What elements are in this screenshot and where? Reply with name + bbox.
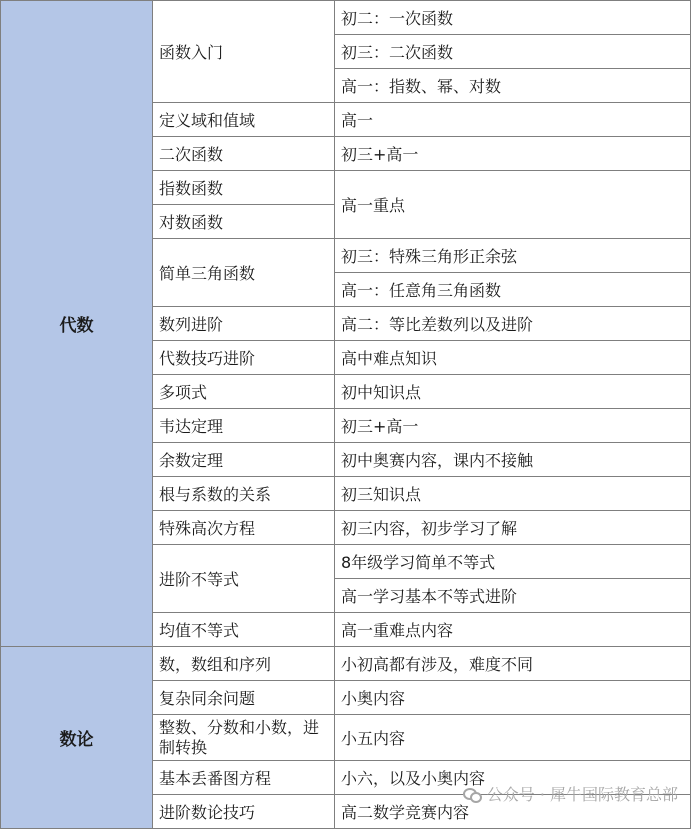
topic-cell: 特殊高次方程 bbox=[153, 511, 335, 545]
note-cell: 初三：二次函数 bbox=[335, 35, 691, 69]
note-cell: 高二：等比差数列以及进阶 bbox=[335, 307, 691, 341]
note-cell: 初三知识点 bbox=[335, 477, 691, 511]
topic-cell: 均值不等式 bbox=[153, 613, 335, 647]
note-cell: 高二数学竞赛内容 bbox=[335, 795, 691, 829]
topic-cell: 进阶数论技巧 bbox=[153, 795, 335, 829]
note-cell: 高一重难点内容 bbox=[335, 613, 691, 647]
note-cell: 初三：特殊三角形正余弦 bbox=[335, 239, 691, 273]
note-cell: 初三+高一 bbox=[335, 137, 691, 171]
note-cell: 8年级学习简单不等式 bbox=[335, 545, 691, 579]
topic-cell: 数，数组和序列 bbox=[153, 647, 335, 681]
note-cell: 小初高都有涉及，难度不同 bbox=[335, 647, 691, 681]
topic-cell: 二次函数 bbox=[153, 137, 335, 171]
note-cell: 初二：一次函数 bbox=[335, 1, 691, 35]
category-algebra: 代数 bbox=[1, 1, 153, 647]
category-number-theory: 数论 bbox=[1, 647, 153, 829]
note-cell: 高一学习基本不等式进阶 bbox=[335, 579, 691, 613]
topic-cell: 指数函数 bbox=[153, 171, 335, 205]
note-cell: 小奥内容 bbox=[335, 681, 691, 715]
topic-cell: 简单三角函数 bbox=[153, 239, 335, 307]
watermark bbox=[463, 782, 678, 805]
note-cell: 初三+高一 bbox=[335, 409, 691, 443]
topic-cell: 定义域和值域 bbox=[153, 103, 335, 137]
watermark-text: 公众号 · 犀牛国际教育总部 bbox=[486, 785, 678, 804]
note-cell: 高中难点知识 bbox=[335, 341, 691, 375]
topic-cell: 进阶不等式 bbox=[153, 545, 335, 613]
topic-cell: 基本丢番图方程 bbox=[153, 761, 335, 795]
topic-cell: 复杂同余问题 bbox=[153, 681, 335, 715]
note-cell: 小五内容 bbox=[335, 715, 691, 761]
note-cell: 初中奥赛内容，课内不接触 bbox=[335, 443, 691, 477]
note-cell: 小六，以及小奥内容 bbox=[335, 761, 691, 795]
topic-cell: 函数入门 bbox=[153, 1, 335, 103]
topic-cell: 整数、分数和小数，进制转换 bbox=[153, 715, 335, 761]
note-cell: 初中知识点 bbox=[335, 375, 691, 409]
topic-cell: 多项式 bbox=[153, 375, 335, 409]
topic-cell: 余数定理 bbox=[153, 443, 335, 477]
note-cell: 高一 bbox=[335, 103, 691, 137]
note-cell: 高一重点 bbox=[335, 171, 691, 239]
topic-cell: 韦达定理 bbox=[153, 409, 335, 443]
topic-cell: 数列进阶 bbox=[153, 307, 335, 341]
note-cell: 初三内容，初步学习了解 bbox=[335, 511, 691, 545]
topic-cell: 对数函数 bbox=[153, 205, 335, 239]
topic-cell: 根与系数的关系 bbox=[153, 477, 335, 511]
wechat-icon bbox=[463, 787, 481, 801]
note-cell: 高一：指数、幂、对数 bbox=[335, 69, 691, 103]
topic-cell: 代数技巧进阶 bbox=[153, 341, 335, 375]
note-cell: 高一：任意角三角函数 bbox=[335, 273, 691, 307]
